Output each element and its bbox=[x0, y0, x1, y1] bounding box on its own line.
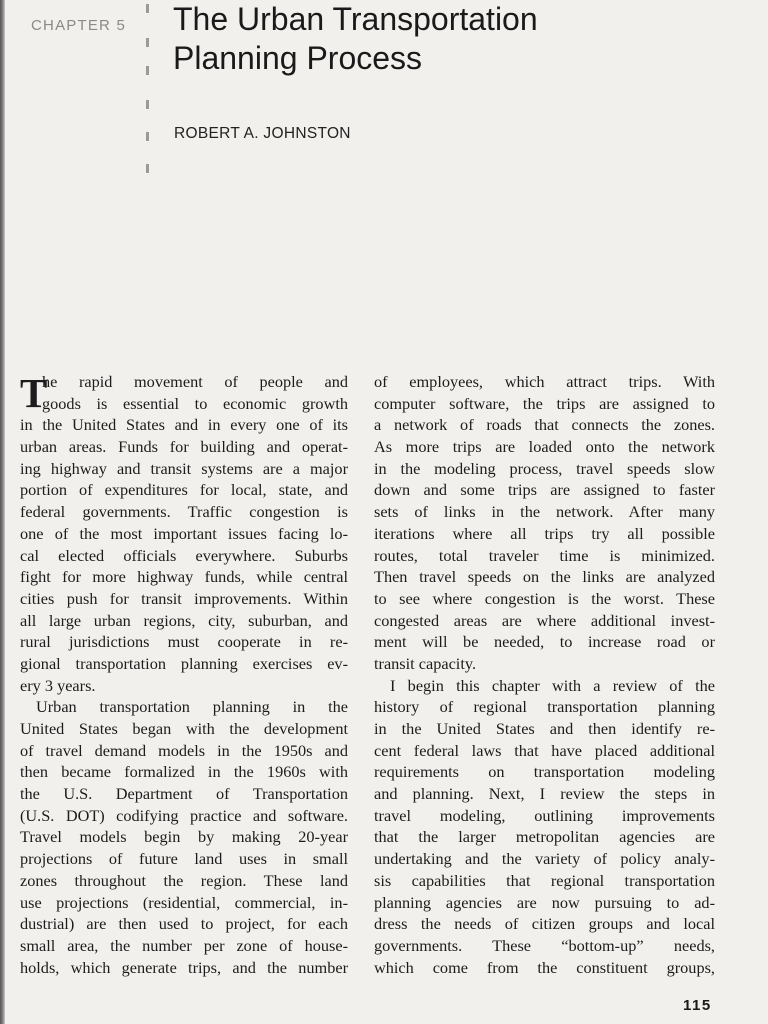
text-line: that the larger metropolitan agencies are bbox=[374, 827, 715, 847]
text-line: down and some trips are assigned to faster bbox=[374, 480, 715, 500]
page-number: 115 bbox=[683, 997, 712, 1014]
text-line: he rapid movement of people and bbox=[42, 372, 348, 391]
text-line: planning agencies are now pursuing to ad- bbox=[374, 892, 715, 912]
text-line: cities push for transit improvements. Within bbox=[20, 588, 348, 608]
drop-cap: T bbox=[20, 370, 48, 416]
page-binding-edge bbox=[0, 0, 5, 1024]
text-line: history of regional transportation planning bbox=[374, 697, 715, 717]
text-line: Then travel speeds on the links are analyzed bbox=[374, 567, 715, 587]
text-line: a network of roads that connects the zones. bbox=[374, 415, 715, 435]
text-line: routes, total traveler time is minimized. bbox=[374, 545, 715, 565]
text-line: congested areas are where additional invest- bbox=[374, 610, 715, 630]
text-line: requirements on transportation modeling bbox=[374, 762, 715, 782]
text-line: sets of links in the network. After many bbox=[374, 502, 715, 522]
text-line: in the United States and in every one of its bbox=[20, 415, 348, 435]
text-column-left bbox=[20, 371, 348, 978]
text-line: travel modeling, outlining improvements bbox=[374, 805, 715, 825]
header-dashed-divider bbox=[146, 4, 150, 184]
text-line: one of the most important issues facing lo- bbox=[20, 523, 348, 543]
text-line: of travel demand models in the 1950s and bbox=[20, 740, 348, 760]
text-line: transit capacity. bbox=[374, 653, 477, 673]
text-line: small area, the number per zone of house- bbox=[20, 935, 348, 955]
text-line: zones throughout the region. These land bbox=[20, 870, 348, 890]
chapter-title bbox=[173, 0, 538, 78]
text-line: urban areas. Funds for building and operat- bbox=[20, 437, 348, 457]
text-line: which come from the constituent groups, bbox=[374, 957, 715, 977]
text-line: all large urban regions, city, suburban, and bbox=[20, 610, 348, 630]
text-line: federal governments. Traffic congestion is bbox=[20, 502, 348, 522]
text-line: governments. These “bottom-up” needs, bbox=[374, 935, 715, 955]
text-line: rural jurisdictions must cooperate in re- bbox=[20, 632, 348, 652]
text-line: and planning. Next, I review the steps in bbox=[374, 784, 715, 804]
text-line: United States began with the development bbox=[20, 719, 348, 738]
chapter-title-line: The Urban Transportation bbox=[173, 1, 538, 37]
text-line: of employees, which attract trips. With bbox=[374, 372, 715, 391]
text-line: dustrial) are then used to project, for each bbox=[20, 914, 348, 934]
chapter-label: CHAPTER 5 bbox=[31, 17, 126, 34]
text-line: As more trips are loaded onto the network bbox=[374, 437, 715, 457]
text-line: Urban transportation planning in the bbox=[36, 697, 348, 717]
text-line: in the modeling process, travel speeds slow bbox=[374, 458, 715, 478]
text-line: ing highway and transit systems are a major bbox=[20, 458, 348, 478]
text-line: I begin this chapter with a review of the bbox=[390, 675, 715, 695]
text-line: goods is essential to economic growth bbox=[42, 393, 348, 413]
text-line: projections of future land uses in small bbox=[20, 849, 348, 869]
text-line: cent federal laws that have placed additional bbox=[374, 740, 715, 760]
text-line: the U.S. Department of Transportation bbox=[20, 784, 348, 804]
text-line: dress the needs of citizen groups and local bbox=[374, 914, 715, 934]
text-line: then became formalized in the 1960s with bbox=[20, 762, 348, 782]
text-line: to see where congestion is the worst. These bbox=[374, 588, 715, 608]
text-line: ery 3 years. bbox=[20, 675, 96, 695]
text-column-right bbox=[374, 371, 715, 978]
text-line: in the United States and then identify re- bbox=[374, 719, 715, 738]
chapter-title-line: Planning Process bbox=[173, 40, 423, 76]
text-line: gional transportation planning exercises ev- bbox=[20, 653, 348, 673]
text-line: sis capabilities that regional transportation bbox=[374, 870, 715, 890]
text-line: (U.S. DOT) codifying practice and software. bbox=[20, 805, 348, 825]
text-line: use projections (residential, commercial, in- bbox=[20, 892, 348, 912]
text-line: portion of expenditures for local, state, and bbox=[20, 480, 348, 500]
text-line: computer software, the trips are assigned to bbox=[374, 393, 715, 413]
author-name: ROBERT A. JOHNSTON bbox=[174, 125, 351, 142]
text-line: iterations where all trips try all possible bbox=[374, 523, 715, 543]
text-line: undertaking and the variety of policy analy- bbox=[374, 849, 715, 869]
text-line: ment will be needed, to increase road or bbox=[374, 632, 715, 652]
text-line: cal elected officials everywhere. Suburbs bbox=[20, 545, 348, 565]
text-line: fight for more highway funds, while central bbox=[20, 567, 348, 587]
text-line: Travel models begin by making 20-year bbox=[20, 827, 348, 847]
text-line: holds, which generate trips, and the number bbox=[20, 957, 348, 977]
